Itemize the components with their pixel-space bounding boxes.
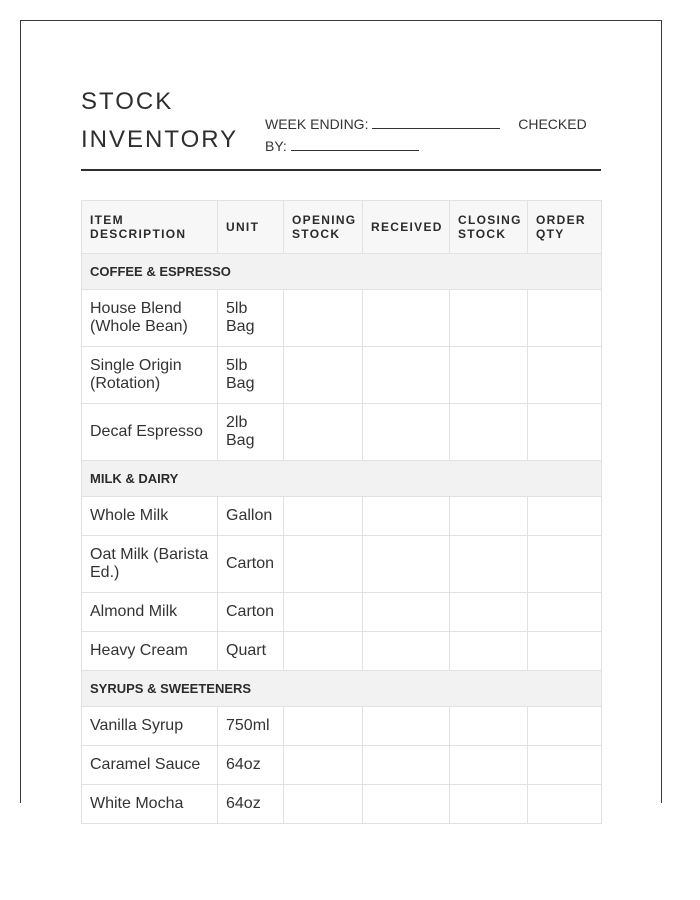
order-qty-cell[interactable] — [528, 593, 602, 632]
opening-stock-cell[interactable] — [284, 593, 363, 632]
table-row — [82, 707, 602, 746]
item-description: Oat Milk (Barista Ed.) — [82, 536, 218, 593]
inventory-table — [81, 200, 602, 824]
order-qty-cell[interactable] — [528, 347, 602, 404]
closing-stock-cell[interactable] — [450, 497, 528, 536]
page-title — [81, 83, 238, 159]
closing-stock-cell[interactable] — [450, 404, 528, 461]
received-cell[interactable] — [363, 746, 450, 785]
item-unit: 2lb Bag — [218, 404, 284, 461]
col-header-unit: UNIT — [218, 201, 284, 254]
item-unit: Carton — [218, 536, 284, 593]
item-unit: 64oz — [218, 785, 284, 824]
order-qty-cell[interactable] — [528, 746, 602, 785]
item-unit: 5lb Bag — [218, 290, 284, 347]
section-title: SYRUPS & SWEETENERS — [82, 671, 602, 707]
order-qty-cell[interactable] — [528, 632, 602, 671]
order-qty-cell[interactable] — [528, 785, 602, 824]
table-row — [82, 347, 602, 404]
section-row — [82, 671, 602, 707]
checked-by-label-1: CHECKED — [518, 116, 587, 132]
closing-stock-cell[interactable] — [450, 536, 528, 593]
inventory-sheet — [20, 20, 662, 812]
table-row — [82, 404, 602, 461]
opening-stock-cell[interactable] — [284, 404, 363, 461]
sheet-header — [81, 83, 601, 171]
item-description: White Mocha — [82, 785, 218, 824]
order-qty-cell[interactable] — [528, 536, 602, 593]
closing-stock-cell[interactable] — [450, 707, 528, 746]
closing-stock-cell[interactable] — [450, 593, 528, 632]
order-qty-cell[interactable] — [528, 404, 602, 461]
received-cell[interactable] — [363, 404, 450, 461]
col-header-item-description: ITEM DESCRIPTION — [82, 201, 218, 254]
received-cell[interactable] — [363, 785, 450, 824]
table-row — [82, 632, 602, 671]
item-unit: Carton — [218, 593, 284, 632]
col-header-received: RECEIVED — [363, 201, 450, 254]
received-cell[interactable] — [363, 632, 450, 671]
table-row — [82, 290, 602, 347]
checked-by-label-2: BY: — [265, 138, 287, 154]
opening-stock-cell[interactable] — [284, 290, 363, 347]
closing-stock-cell[interactable] — [450, 290, 528, 347]
table-row — [82, 497, 602, 536]
item-description: Almond Milk — [82, 593, 218, 632]
section-title: MILK & DAIRY — [82, 461, 602, 497]
title-line-2: INVENTORY — [81, 126, 239, 153]
week-ending-field[interactable] — [372, 114, 500, 129]
section-title: COFFEE & ESPRESSO — [82, 254, 602, 290]
item-description: Whole Milk — [82, 497, 218, 536]
received-cell[interactable] — [363, 497, 450, 536]
closing-stock-cell[interactable] — [450, 746, 528, 785]
item-description: House Blend (Whole Bean) — [82, 290, 218, 347]
received-cell[interactable] — [363, 290, 450, 347]
received-cell[interactable] — [363, 347, 450, 404]
order-qty-cell[interactable] — [528, 707, 602, 746]
opening-stock-cell[interactable] — [284, 707, 363, 746]
item-description: Single Origin (Rotation) — [82, 347, 218, 404]
received-cell[interactable] — [363, 593, 450, 632]
item-unit: Quart — [218, 632, 284, 671]
checked-by-field[interactable] — [291, 136, 419, 151]
received-cell[interactable] — [363, 707, 450, 746]
table-row — [82, 593, 602, 632]
title-line-1: STOCK — [81, 88, 174, 115]
meta-fields — [265, 113, 601, 157]
table-row — [82, 746, 602, 785]
order-qty-cell[interactable] — [528, 497, 602, 536]
order-qty-cell[interactable] — [528, 290, 602, 347]
opening-stock-cell[interactable] — [284, 347, 363, 404]
section-row — [82, 254, 602, 290]
opening-stock-cell[interactable] — [284, 536, 363, 593]
closing-stock-cell[interactable] — [450, 347, 528, 404]
item-description: Vanilla Syrup — [82, 707, 218, 746]
item-unit: 64oz — [218, 746, 284, 785]
opening-stock-cell[interactable] — [284, 785, 363, 824]
closing-stock-cell[interactable] — [450, 632, 528, 671]
week-ending-label: WEEK ENDING: — [265, 116, 369, 132]
col-header-opening-stock: OPENING STOCK — [284, 201, 363, 254]
item-description: Heavy Cream — [82, 632, 218, 671]
opening-stock-cell[interactable] — [284, 746, 363, 785]
item-unit: 750ml — [218, 707, 284, 746]
received-cell[interactable] — [363, 536, 450, 593]
opening-stock-cell[interactable] — [284, 497, 363, 536]
table-row — [82, 536, 602, 593]
table-row — [82, 785, 602, 824]
section-row — [82, 461, 602, 497]
item-unit: Gallon — [218, 497, 284, 536]
item-unit: 5lb Bag — [218, 347, 284, 404]
table-header-row — [82, 201, 602, 254]
closing-stock-cell[interactable] — [450, 785, 528, 824]
item-description: Caramel Sauce — [82, 746, 218, 785]
opening-stock-cell[interactable] — [284, 632, 363, 671]
col-header-order-qty: ORDER QTY — [528, 201, 602, 254]
col-header-closing-stock: CLOSING STOCK — [450, 201, 528, 254]
item-description: Decaf Espresso — [82, 404, 218, 461]
